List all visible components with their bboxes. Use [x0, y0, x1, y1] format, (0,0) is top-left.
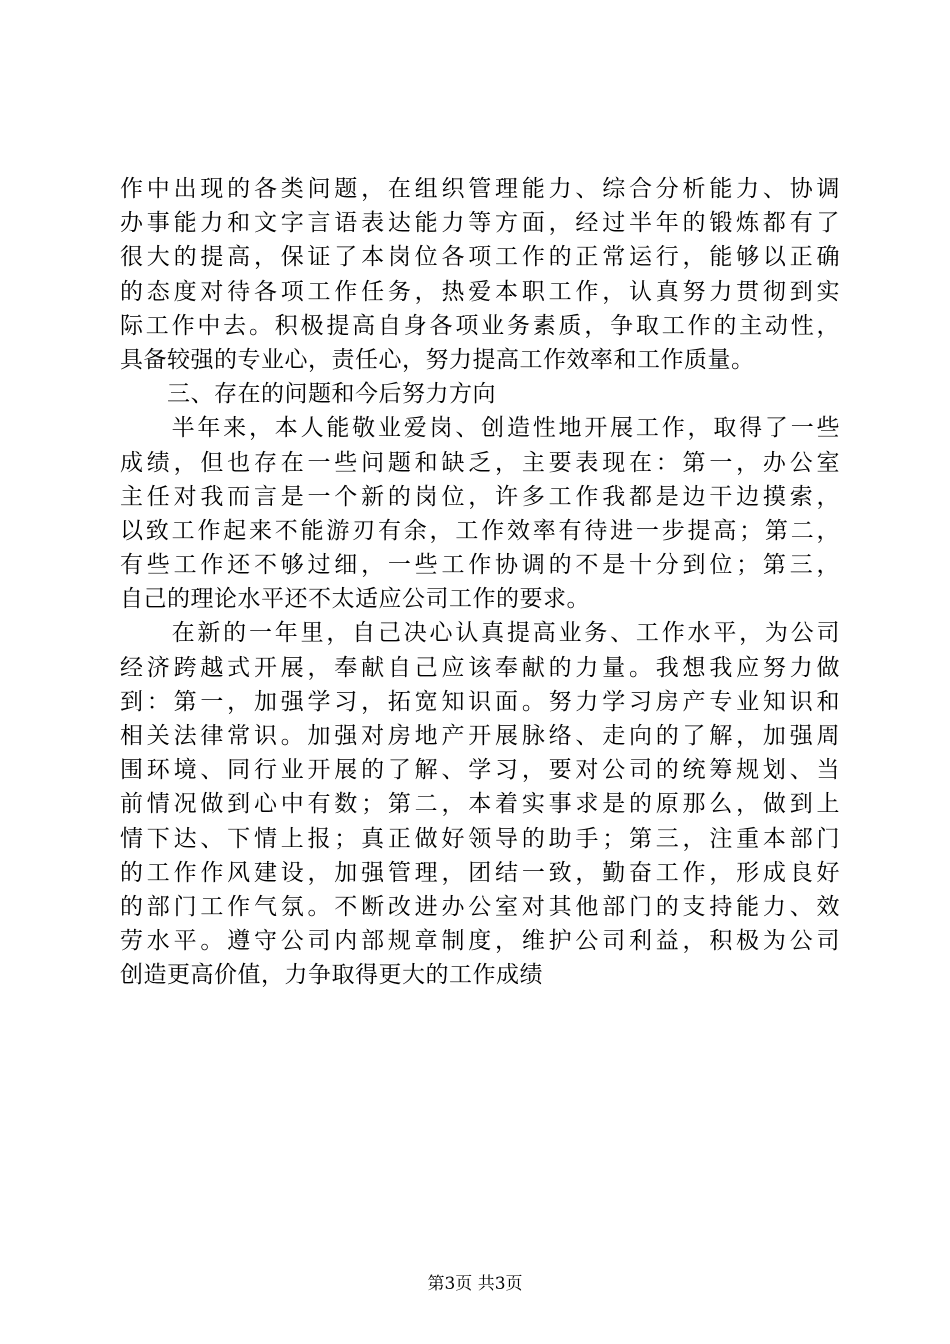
paragraph-line: 主任对我而言是一个新的岗位，许多工作我都是边干边摸索， [120, 483, 840, 510]
paragraph-line: 情下达、下情上报；真正做好领导的助手；第三，注重本部门 [120, 825, 840, 852]
document-body [120, 172, 840, 993]
paragraph-line: 的部门工作气氛。不断改进办公室对其他部门的支持能力、效 [120, 893, 840, 920]
paragraph-line: 有些工作还不够过细，一些工作协调的不是十分到位；第三， [120, 552, 840, 579]
paragraph-line: 到：第一，加强学习，拓宽知识面。努力学习房产专业知识和 [120, 688, 840, 715]
paragraph-line: 具备较强的专业心，责任心，努力提高工作效率和工作质量。 [120, 346, 755, 373]
paragraph-line: 前情况做到心中有数；第二，本着实事求是的原那么，做到上 [120, 791, 840, 818]
paragraph-line: 以致工作起来不能游刃有余，工作效率有待进一步提高；第二， [120, 517, 840, 544]
paragraph-line: 作中出现的各类问题，在组织管理能力、综合分析能力、协调 [120, 176, 840, 202]
paragraph-line: 成绩，但也存在一些问题和缺乏，主要表现在：第一，办公室 [120, 449, 840, 476]
paragraph-line: 相关法律常识。加强对房地产开展脉络、走向的了解，加强周 [120, 723, 840, 749]
paragraph-line: 劳水平。遵守公司内部规章制度，维护公司利益，积极为公司 [120, 928, 840, 955]
paragraph-line: 经济跨越式开展，奉献自己应该奉献的力量。我想我应努力做 [120, 654, 840, 681]
paragraph-line: 际工作中去。积极提高自身各项业务素质，争取工作的主动性， [120, 312, 840, 339]
paragraph-line: 的工作作风建设，加强管理，团结一致，勤奋工作，形成良好 [120, 859, 840, 886]
paragraph-line: 很大的提高，保证了本岗位各项工作的正常运行，能够以正确 [120, 244, 840, 271]
paragraph-line: 自己的理论水平还不太适应公司工作的要求。 [120, 586, 590, 613]
section-heading: 三、存在的问题和今后努力方向 [120, 381, 496, 408]
paragraph-line: 的态度对待各项工作任务，热爱本职工作，认真努力贯彻到实 [120, 278, 840, 305]
page-footer [0, 1274, 950, 1294]
paragraph-line: 办事能力和文字言语表达能力等方面，经过半年的锻炼都有了 [120, 210, 840, 237]
paragraph-line: 半年来，本人能敬业爱岗、创造性地开展工作，取得了一些 [120, 415, 840, 442]
page-number: 第3页 共3页 [427, 1274, 523, 1294]
paragraph-line: 围环境、同行业开展的了解、学习，要对公司的统筹规划、当 [120, 757, 840, 784]
paragraph-line: 创造更高价值，力争取得更大的工作成绩 [120, 962, 543, 989]
paragraph-line: 在新的一年里，自己决心认真提高业务、工作水平，为公司 [120, 620, 840, 647]
